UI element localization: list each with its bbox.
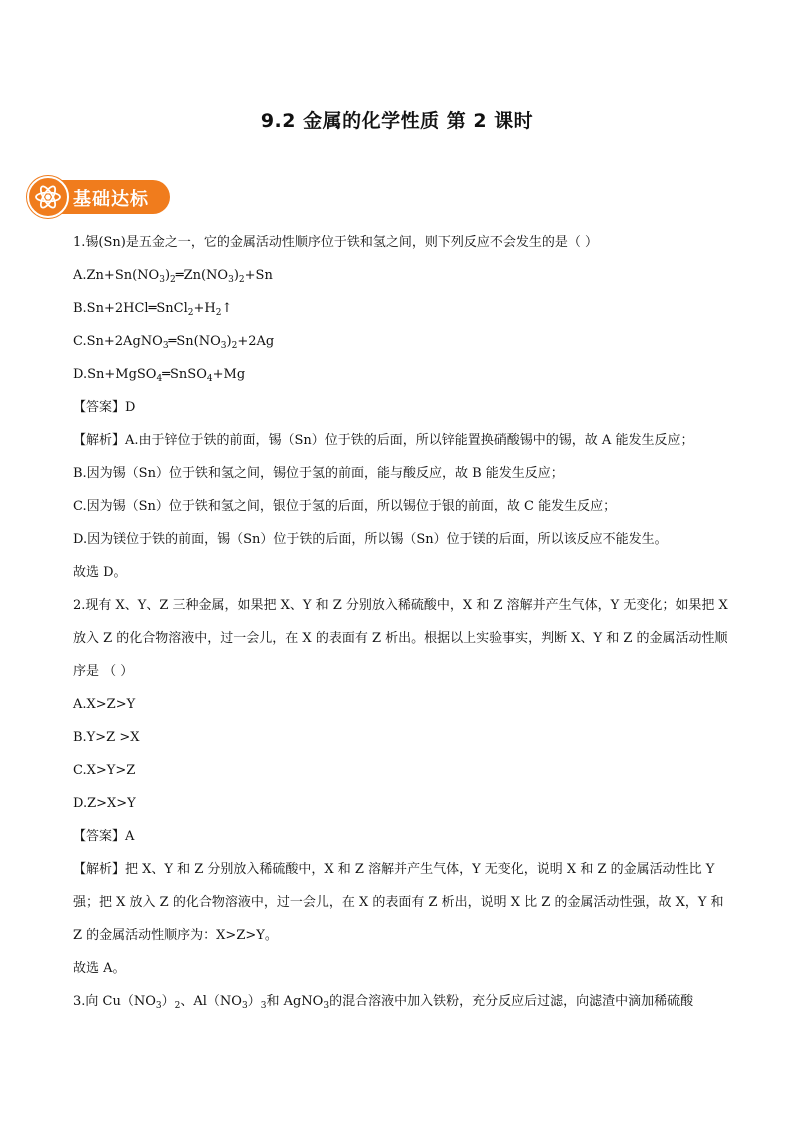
q1-analysis-line: C.因为锡（Sn）位于铁和氢之间，银位于氢的后面，所以锡位于银的前面，故 C 能发生反应； [73,499,617,514]
q2-option-c: C.X>Y>Z [73,763,136,778]
q2-answer: 【答案】A [73,829,135,844]
q1-analysis-line: D.因为镁位于铁的前面，锡（Sn）位于铁的后面，所以锡（Sn）位于镁的后面，所以该反应不能发生。 [73,532,668,547]
q2-stem: 2.现有 X、Y、Z 三种金属，如果把 X、Y 和 Z 分别放入稀硫酸中，X 和 Z 溶解并产生气体，Y 无变化；如果把 X 放入 Z 的化合物溶液中，过一会儿，在 X 的表面有 Z 析出。根据以上实验事实，判断 X、Y 和 Z 的金属活动性顺序是 （ ） [73,598,728,679]
q1-option-c: $C.Sn+2AgNO_3═Sn(NO_3)_2+2Ag$ [73,334,275,351]
q1-answer: 【答案】D [73,400,136,415]
q1-stem: 1.锡(Sn)是五金之一，它的金属活动性顺序位于铁和氢之间，则下列反应不会发生的是（ ） [73,235,598,250]
worksheet-content [73,226,728,1018]
page-title: 9.2 金属的化学性质 第 2 课时 [260,110,534,132]
q3-stem: 3.向 $Cu(NO_3)_2$、$Al(NO_3)_3$和 AgNO$_3$的混合溶液中加入铁粉，充分反应后过滤，向滤渣中滴加稀硫酸 [73,994,694,1011]
q1-conclusion: 故选 D。 [73,565,127,580]
q2-conclusion: 故选 A。 [73,961,126,976]
q1-analysis-line: B.因为锡（Sn）位于铁和氢之间，锡位于氢的前面，能与酸反应，故 B 能发生反应； [73,466,564,481]
q1-analysis-line: 【解析】A.由于锌位于铁的前面，锡（Sn）位于铁的后面，所以锌能置换硝酸锡中的锡，故 A 能发生反应； [73,433,694,448]
q1-option-b: $B.Sn+2HCl═SnCl_2+H_2↑$ [73,301,233,318]
q2-option-b: B.Y>Z >X [73,730,140,745]
section-label: 基础达标 [73,189,149,210]
q2-option-a: A.X>Z>Y [73,697,136,712]
q2-analysis: 【解析】把 X、Y 和 Z 分别放入稀硫酸中，X 和 Z 溶解并产生气体，Y 无变化，说明 X 和 Z 的金属活动性比 Y 强；把 X 放入 Z 的化合物溶液中，过一会儿，在 X 的表面有 Z 析出，说明 X 比 Z 的金属活动性强，故 X，Y 和 Z 的金属活动性顺序为：X>Z>Y。 [73,862,724,943]
banner-icon-circle [27,176,69,218]
q1-option-d: D.Sn+MgSO$_4$═SnSO$_4$+Mg [73,367,246,384]
q1-option-a: $A.Zn+Sn(NO_3)_2═Zn(NO_3)_2+Sn$ [73,268,273,285]
atom-icon [33,182,63,212]
q2-option-d: D.Z>X>Y [73,796,136,811]
section-banner [27,176,170,218]
